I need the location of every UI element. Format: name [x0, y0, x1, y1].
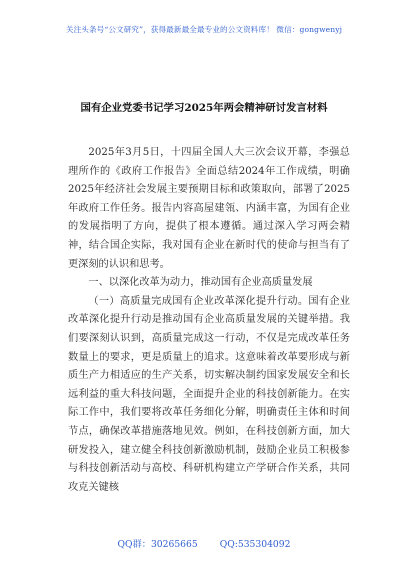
- document-title: 国有企业党委书记学习2025年两会精神研讨发言材料: [80, 102, 328, 114]
- footer-qq-group: QQ群：30265665: [117, 539, 198, 550]
- footer-qq: QQ:535304092: [219, 539, 291, 550]
- section-heading-1: 一、以深化改革为动力，推动国有企业高质量发展: [88, 277, 313, 289]
- paragraph-subsection-1: （一）高质量完成国有企业改革深化提升行动。国有企业改革深化提升行动是推动国有企业高质量发展的关键举措。我们要深刻认识到，高质量完成这一行动，不仅是完成改革任务数量上的要求，更是质量上的追求。这意味着改革要形成与新质生产力相适应的生产关系，切实解决制约国家发展安全和长远利益的重大科技问题，全面提升企业的科技创新能力。在实际工作中，我们要将改革任务细化分解，明确责任主体和时间节点，确保改革措施落地见效。例如，在科技创新方面，加大研发投入，建立健全科技创新激励机制，鼓励企业员工积极参与科技创新活动与高校、科研机构建立产学研合作关系，共同攻克关键核: [68, 295, 350, 493]
- paragraph-intro: 2025年3月5日，十四届全国人大三次会议开幕，李强总理所作的《政府工作报告》全面总结2024年工作成绩，明确2025年经济社会发展主要预期目标和政策取向，部署了2025年政府工作任务。报告内容高屋建瓴、内涵丰富，为国有企业的发展指明了方向，提供了根本遵循。通过深入学习两会精神，结合国企实际，我对国有企业在新时代的使命与担当有了更深刻的认识和思考。: [68, 147, 350, 270]
- footer-contact: [0, 536, 408, 550]
- document-body: [68, 144, 350, 497]
- header-promo-note: 关注头条号“公文研究”，获得最新最全最专业的公文资料库！ 微信：gongwenyj: [65, 25, 343, 34]
